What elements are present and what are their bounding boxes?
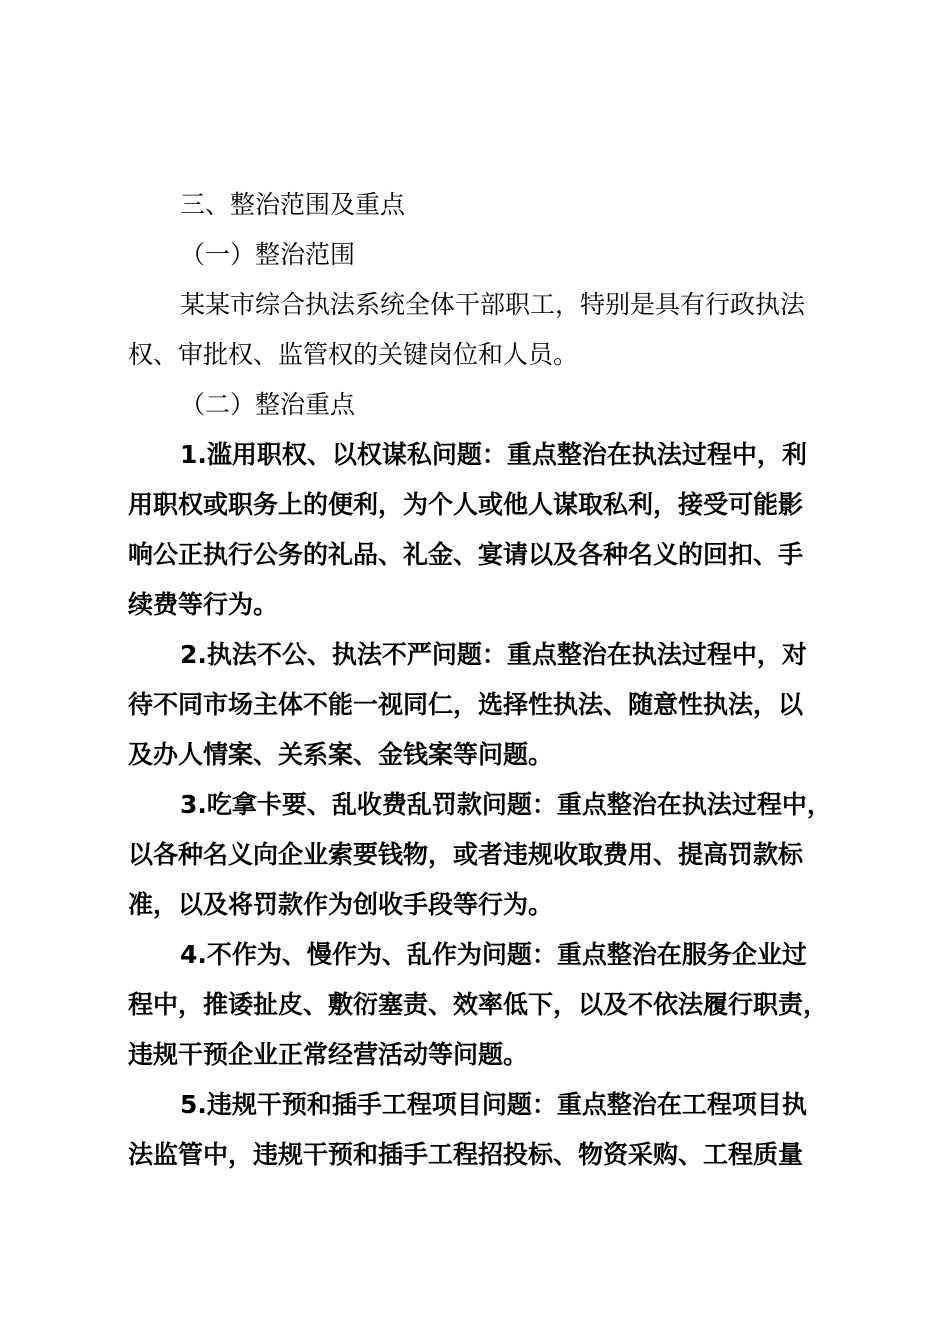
focus-item-3-line: 准，以及将罚款作为创收手段等行为。 — [128, 890, 554, 919]
focus-item-2-line: 待不同市场主体不能一视同仁，选择性执法、随意性执法，以 — [128, 690, 804, 719]
section-title: 三、整治范围及重点 — [180, 190, 406, 219]
subsection-title-focus: （二）整治重点 — [180, 390, 356, 419]
focus-item-1-line: 用职权或职务上的便利，为个人或他人谋取私利，接受可能影 — [128, 490, 804, 519]
focus-item-3-line: 3.吃拿卡要、乱收费乱罚款问题：重点整治在执法过程中， — [180, 790, 832, 819]
focus-item-5-line: 法监管中，违规干预和插手工程招投标、物资采购、工程质量 — [128, 1140, 804, 1169]
focus-item-1-line: 响公正执行公务的礼品、礼金、宴请以及各种名义的回扣、手 — [128, 540, 804, 569]
focus-item-3-line: 以各种名义向企业索要钱物，或者违规收取费用、提高罚款标 — [128, 840, 804, 869]
scope-paragraph-line: 某某市综合执法系统全体干部职工，特别是具有行政执法 — [180, 290, 806, 319]
focus-item-4-line: 程中，推诿扯皮、敷衍塞责、效率低下，以及不依法履行职责， — [128, 990, 829, 1019]
focus-item-4-line: 4.不作为、慢作为、乱作为问题：重点整治在服务企业过 — [180, 940, 807, 969]
scope-paragraph-line: 权、审批权、监管权的关键岗位和人员。 — [128, 340, 579, 369]
focus-item-2-line: 及办人情案、关系案、金钱案等问题。 — [128, 740, 554, 769]
focus-item-2-line: 2.执法不公、执法不严问题：重点整治在执法过程中，对 — [180, 640, 807, 669]
focus-item-4-line: 违规干预企业正常经营活动等问题。 — [128, 1040, 529, 1069]
focus-item-1-line: 1.滥用职权、以权谋私问题：重点整治在执法过程中，利 — [180, 440, 807, 469]
focus-item-1-line: 续费等行为。 — [128, 590, 279, 619]
subsection-title-scope: （一）整治范围 — [180, 240, 356, 269]
focus-item-5-line: 5.违规干预和插手工程项目问题：重点整治在工程项目执 — [180, 1090, 807, 1119]
